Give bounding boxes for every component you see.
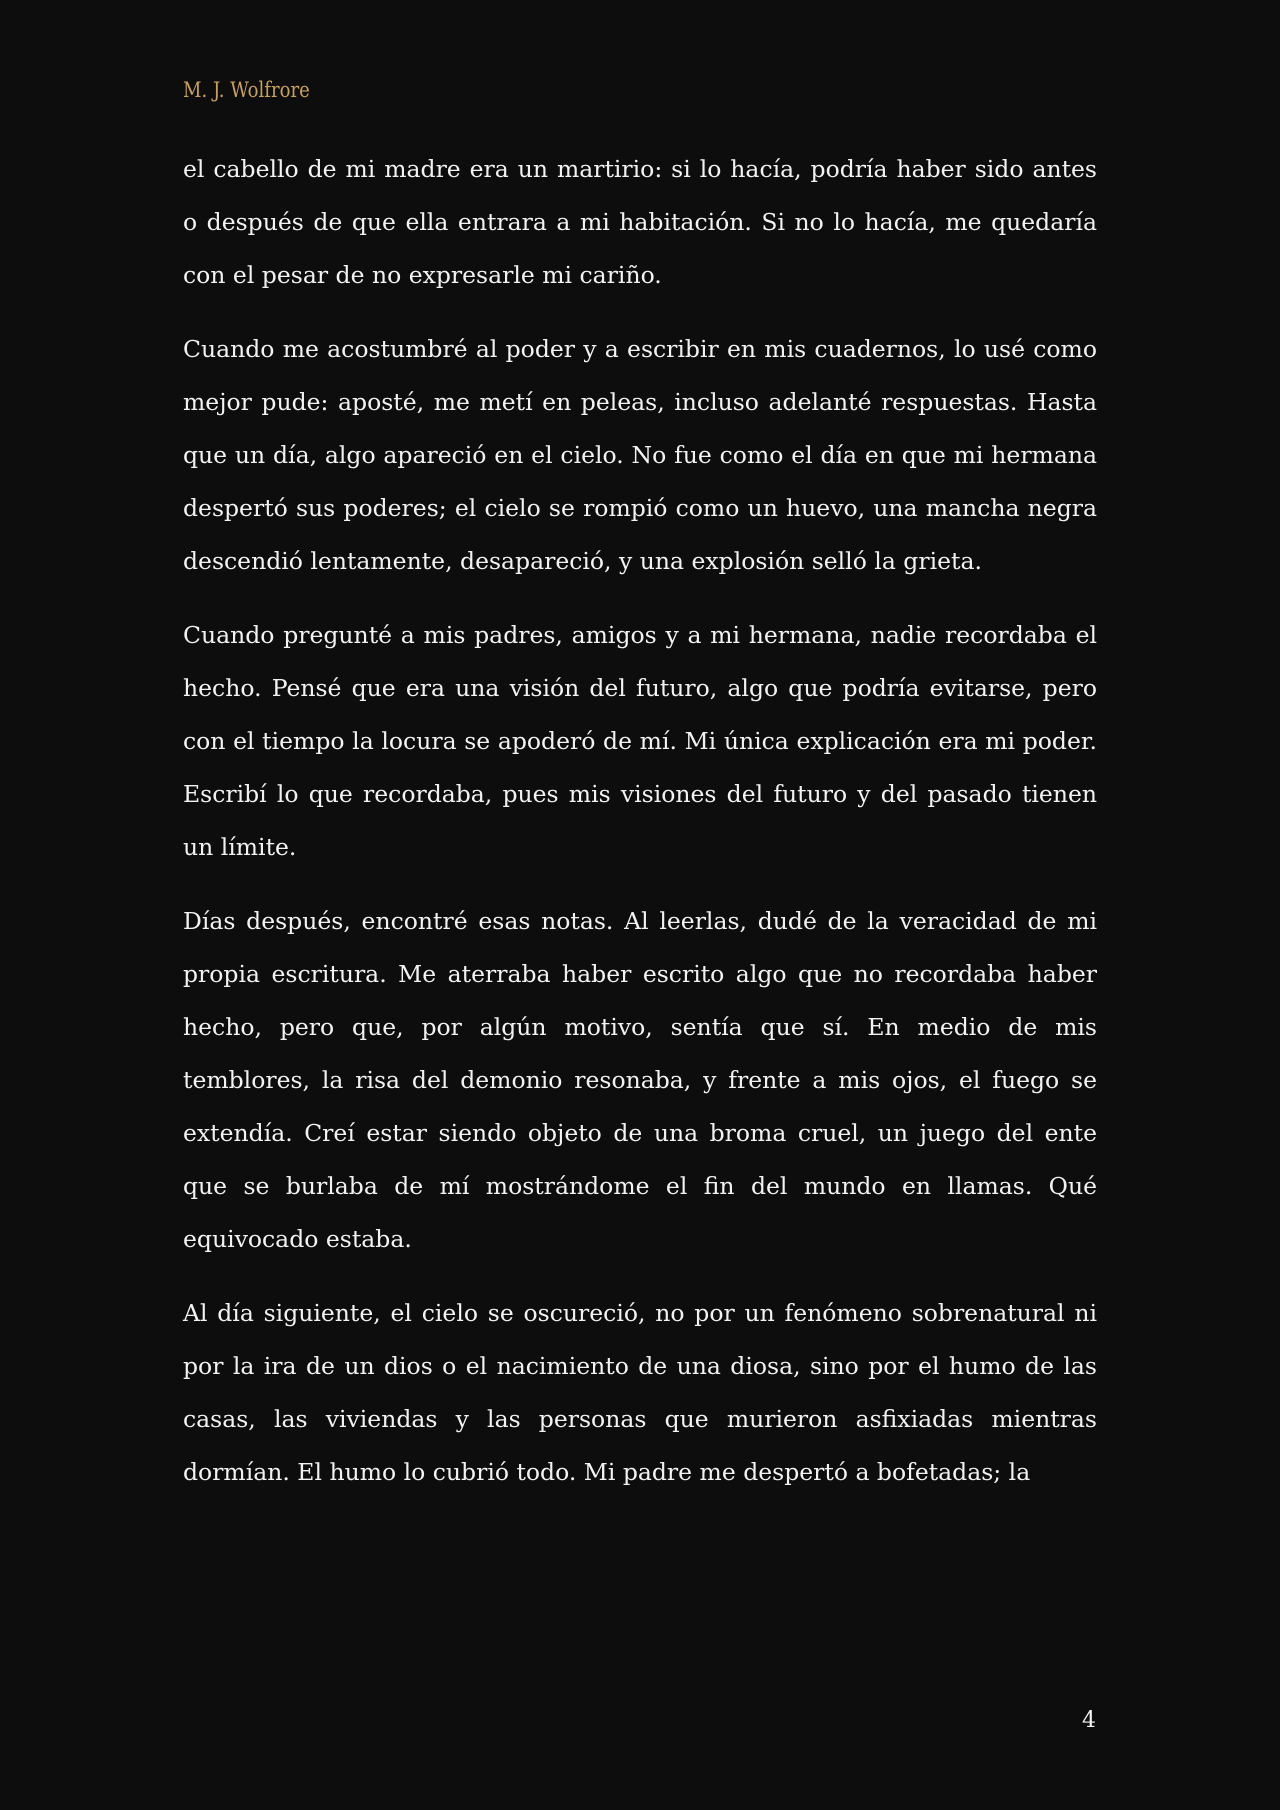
paragraph-3: Cuando pregunté a mis padres, amigos y a mi hermana, nadie recordaba el hecho. Pensé que era una visión del futuro, algo que podría evitarse, pero con el tiempo la locura se apoderó de mí. Mi única explicación era mi poder. Escribí lo que recordaba, pues mis visiones del futuro y del pasado tienen un límite. [183, 621, 1097, 861]
paragraph-4: Días después, encontré esas notas. Al leerlas, dudé de la veracidad de mi propia escritura. Me aterraba haber escrito algo que no recordaba haber hecho, pero que, por algún motivo, sentía que sí. En medio de mis temblores, la risa del demonio resonaba, y frente a mis ojos, el fuego se extendía. Creí estar siendo objeto de una broma cruel, un juego del ente que se burlaba de mí mostrándome el fin del mundo en llamas. Qué equivocado estaba. [183, 907, 1097, 1253]
paragraph-1: el cabello de mi madre era un martirio: si lo hacía, podría haber sido antes o después de que ella entrara a mi habitación. Si no lo hacía, me quedaría con el pesar de no expresarle mi cariño. [183, 155, 1097, 289]
page-number: 4 [1082, 1708, 1096, 1733]
body-text [183, 143, 1097, 1520]
paragraph-2: Cuando me acostumbré al poder y a escribir en mis cuadernos, lo usé como mejor pude: aposté, me metí en peleas, incluso adelanté respuestas. Hasta que un día, algo apareció en el cielo. No fue como el día en que mi hermana despertó sus poderes; el cielo se rompió como un huevo, una mancha negra descendió lentamente, desapareció, y una explosión selló la grieta. [183, 335, 1097, 575]
paragraph-5: Al día siguiente, el cielo se oscureció, no por un fenómeno sobrenatural ni por la ira de un dios o el nacimiento de una diosa, sino por el humo de las casas, las viviendas y las personas que murieron asfixiadas mientras dormían. El humo lo cubrió todo. Mi padre me despertó a bofetadas; la [183, 1299, 1097, 1486]
running-header-author: M. J. Wolfrore [183, 78, 310, 102]
